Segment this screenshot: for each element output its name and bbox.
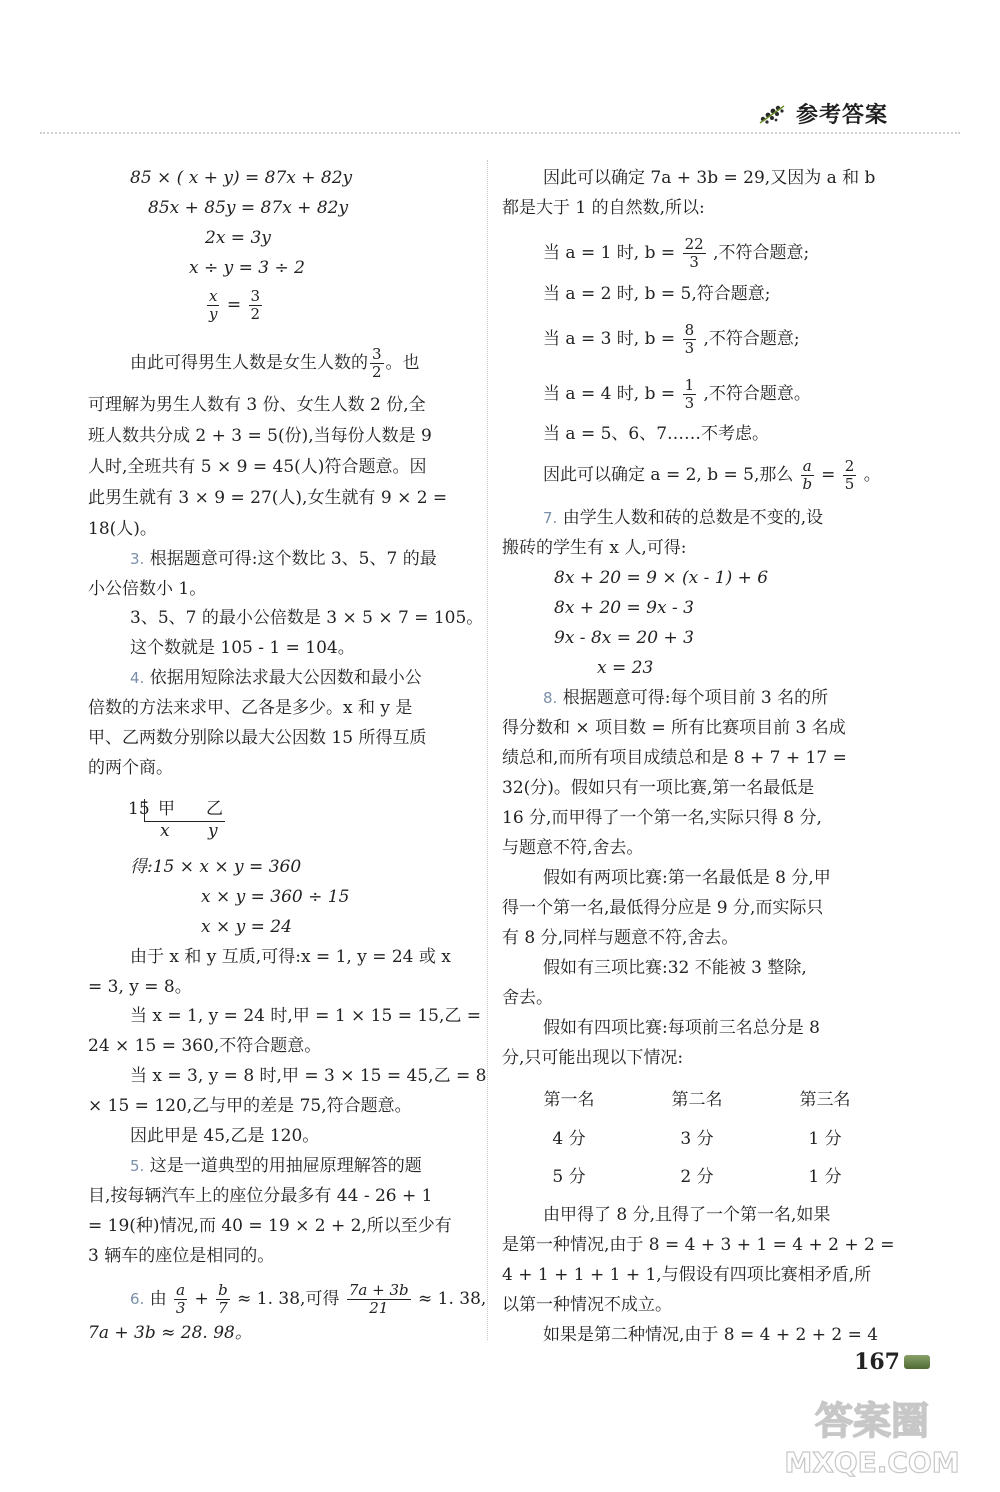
case-line: 当 a = 4 时, b = $\frac{1}{3}$ ,不符合题意。: [543, 376, 811, 412]
paragraph-line: 假如有四项比赛:每项前三名总分是 8: [543, 1018, 820, 1038]
question-number: 8.: [543, 689, 558, 707]
fraction-equation: $\frac{x}{y}$ = $\frac{3}{2}$: [208, 287, 261, 323]
equation-line: 8x + 20 = 9x - 3: [554, 598, 694, 618]
equation-line: 得:15 × x × y = 360: [130, 857, 302, 877]
fraction: $\frac{a}{b}$: [802, 457, 813, 493]
equation-line: x = 23: [597, 658, 654, 678]
quotient-x: x: [160, 821, 170, 841]
header: [758, 98, 888, 129]
table-cell: 1 分: [808, 1129, 842, 1149]
question-8: 8. 根据题意可得:每个项目前 3 名的所: [543, 688, 829, 708]
paragraph-line: 当 x = 1, y = 24 时,甲 = 1 × 15 = 15,乙 =: [130, 1006, 482, 1026]
equation-line: 85 × ( x + y) = 87x + 82y: [130, 168, 353, 188]
paragraph-line: 3 辆车的座位是相同的。: [88, 1246, 275, 1266]
paragraph-line: 因此甲是 45,乙是 120。: [130, 1126, 320, 1146]
quotient-y: y: [208, 821, 218, 841]
paragraph-line: 3、5、7 的最小公倍数是 3 × 5 × 7 = 105。: [130, 608, 484, 628]
question-number: 3.: [130, 550, 145, 568]
paragraph-line: 由此可得男生人数是女生人数的 $\frac{3}{2}$ 。也: [130, 345, 420, 381]
watermark-bottom-text: MXQE.COM: [784, 1446, 960, 1478]
page-footer: [854, 1349, 930, 1375]
table-cell: 1 分: [808, 1167, 842, 1187]
paragraph-line: 分,只可能出现以下情况:: [502, 1048, 684, 1068]
paragraph-line: = 19(种)情况,而 40 = 19 × 2 + 2,所以至少有: [88, 1216, 452, 1236]
question-7: 7. 由学生人数和砖的总数是不变的,设: [543, 508, 824, 528]
question-number: 7.: [543, 509, 558, 527]
table-header: 第二名: [671, 1090, 723, 1110]
paragraph-line: 是第一种情况,由于 8 = 4 + 3 + 1 = 4 + 2 + 2 =: [502, 1235, 895, 1255]
paragraph-line: 与题意不符,舍去。: [502, 838, 644, 858]
case-line: 当 a = 3 时, b = $\frac{8}{3}$ ,不符合题意;: [543, 321, 800, 357]
paragraph-line: 当 x = 3, y = 8 时,甲 = 3 × 15 = 45,乙 = 8: [130, 1066, 487, 1086]
paragraph-line: 绩总和,而所有项目成绩总和是 8 + 7 + 17 =: [502, 748, 847, 768]
paragraph-line: 32(分)。假如只有一项比赛,第一名最低是: [502, 778, 815, 798]
score-table-header: [505, 1085, 889, 1110]
paragraph-line: 班人数共分成 2 + 3 = 5(份),当每份人数是 9: [88, 426, 432, 446]
fraction: $\frac{a}{3}$: [175, 1281, 186, 1317]
paragraph-line: 因此可以确定 7a + 3b = 29,又因为 a 和 b: [543, 168, 876, 188]
fraction: $\frac{2}{5}$: [844, 457, 855, 493]
paragraph-line: × 15 = 120,乙与甲的差是 75,符合题意。: [88, 1096, 412, 1116]
short-division: [128, 796, 238, 842]
question-5: 5. 这是一道典型的用抽屉原理解答的题: [130, 1156, 422, 1176]
case-line: 当 a = 1 时, b = $\frac{22}{3}$ ,不符合题意;: [543, 235, 810, 271]
table-header: 第三名: [799, 1090, 851, 1110]
paragraph-line: 24 × 15 = 360,不符合题意。: [88, 1036, 322, 1056]
question-3: 3. 根据题意可得:这个数比 3、5、7 的最: [130, 549, 437, 569]
fraction: $\frac{b}{7}$: [218, 1281, 228, 1317]
question-4: 4. 依据用短除法求最大公因数和最小公: [130, 668, 422, 688]
question-number: 5.: [130, 1157, 145, 1175]
paragraph-line: 目,按每辆汽车上的座位分最多有 44 - 26 + 1: [88, 1186, 433, 1206]
fraction: $\frac{22}{3}$: [684, 235, 704, 271]
paragraph-line: 舍去。: [502, 988, 553, 1008]
table-row: [505, 1124, 889, 1149]
fraction: $\frac{7a + 3b}{21}$: [348, 1281, 409, 1317]
divisor: 15: [128, 799, 150, 819]
paragraph-line: 假如有两项比赛:第一名最低是 8 分,甲: [543, 868, 831, 888]
paragraph-line: 由甲得了 8 分,且得了一个第一名,如果: [543, 1205, 831, 1225]
equation-line: 7a + 3b ≈ 28. 98。: [88, 1323, 252, 1343]
fraction: $\frac{8}{3}$: [684, 321, 695, 357]
equation-line: 8x + 20 = 9 × (x - 1) + 6: [554, 568, 769, 588]
paragraph-line: 这个数就是 105 - 1 = 104。: [130, 638, 355, 658]
equation-line: x × y = 360 ÷ 15: [201, 887, 350, 907]
fraction: $\frac{3}{2}$: [372, 345, 382, 381]
column-divider: [487, 160, 488, 1340]
table-header: 第一名: [543, 1090, 595, 1110]
brush-logo-icon: [758, 103, 786, 125]
paragraph-line: 搬砖的学生有 x 人,可得:: [502, 538, 687, 558]
table-cell: 3 分: [680, 1129, 714, 1149]
equation-line: 2x = 3y: [205, 228, 271, 248]
paragraph-line: 有 8 分,同样与题意不符,舍去。: [502, 928, 739, 948]
page-number: 167: [854, 1349, 900, 1375]
paragraph-line: 人时,全班共有 5 × 9 = 45(人)符合题意。因: [88, 457, 427, 477]
paragraph-line: 可理解为男生人数有 3 份、女生人数 2 份,全: [88, 395, 426, 415]
page-tab-icon: [904, 1355, 930, 1369]
table-cell: 2 分: [680, 1167, 714, 1187]
paragraph-line: 由于 x 和 y 互质,可得:x = 1, y = 24 或 x: [130, 947, 451, 967]
equation-line: x ÷ y = 3 ÷ 2: [189, 258, 305, 278]
paragraph-line: 甲、乙两数分别除以最大公因数 15 所得互质: [88, 728, 427, 748]
header-rule: [40, 132, 960, 134]
paragraph-line: 以第一种情况不成立。: [502, 1295, 672, 1315]
paragraph-line: 16 分,而甲得了一个第一名,实际只得 8 分,: [502, 808, 822, 828]
question-number: 4.: [130, 669, 145, 687]
equation-line: 85x + 85y = 87x + 82y: [148, 198, 349, 218]
table-cell: 5 分: [552, 1167, 586, 1187]
header-title: 参考答案: [795, 103, 888, 128]
fraction: $\frac{1}{3}$: [684, 376, 695, 412]
paragraph-line: 4 + 1 + 1 + 1 + 1,与假设有四项比赛相矛盾,所: [502, 1265, 872, 1285]
equation-line: 9x - 8x = 20 + 3: [554, 628, 694, 648]
question-6: 6. 由 $\frac{a}{3}$ + $\frac{b}{7}$ ≈ 1. 38,可得 $\frac{7a + 3b}{21}$ ≈ 1. 38,: [130, 1281, 487, 1317]
dividend-a: 甲: [158, 799, 175, 819]
paragraph-line: 得一个第一名,最低得分应是 9 分,而实际只: [502, 898, 824, 918]
equation-line: x × y = 24: [201, 917, 292, 937]
dividend-b: 乙: [206, 799, 223, 819]
conclusion-line: 因此可以确定 a = 2, b = 5,那么 $\frac{a}{b}$ = $\frac{2}{5}$ 。: [543, 457, 881, 493]
question-number: 6.: [130, 1290, 145, 1308]
watermark-logo: [772, 1392, 972, 1478]
paragraph-line: 小公倍数小 1。: [88, 579, 207, 599]
case-line: 当 a = 5、6、7……不考虑。: [543, 424, 770, 444]
table-row: [505, 1162, 889, 1187]
paragraph-line: 如果是第二种情况,由于 8 = 4 + 2 + 2 = 4: [543, 1325, 879, 1345]
table-cell: 4 分: [552, 1129, 586, 1149]
paragraph-line: 的两个商。: [88, 758, 173, 778]
fraction: $\frac{x}{y}$: [208, 287, 218, 323]
paragraph-line: = 3, y = 8。: [88, 977, 192, 997]
paragraph-line: 得分数和 × 项目数 = 所有比赛项目前 3 名成: [502, 718, 846, 738]
paragraph-line: 倍数的方法来求甲、乙各是多少。x 和 y 是: [88, 698, 413, 718]
paragraph-line: 都是大于 1 的自然数,所以:: [502, 198, 705, 218]
paragraph-line: 18(人)。: [88, 519, 157, 539]
watermark-top-text: 答案圈: [814, 1399, 930, 1443]
paragraph-line: 此男生就有 3 × 9 = 27(人),女生就有 9 × 2 =: [88, 488, 448, 508]
case-line: 当 a = 2 时, b = 5,符合题意;: [543, 284, 771, 304]
paragraph-line: 假如有三项比赛:32 不能被 3 整除,: [543, 958, 807, 978]
fraction: $\frac{3}{2}$: [250, 287, 261, 323]
